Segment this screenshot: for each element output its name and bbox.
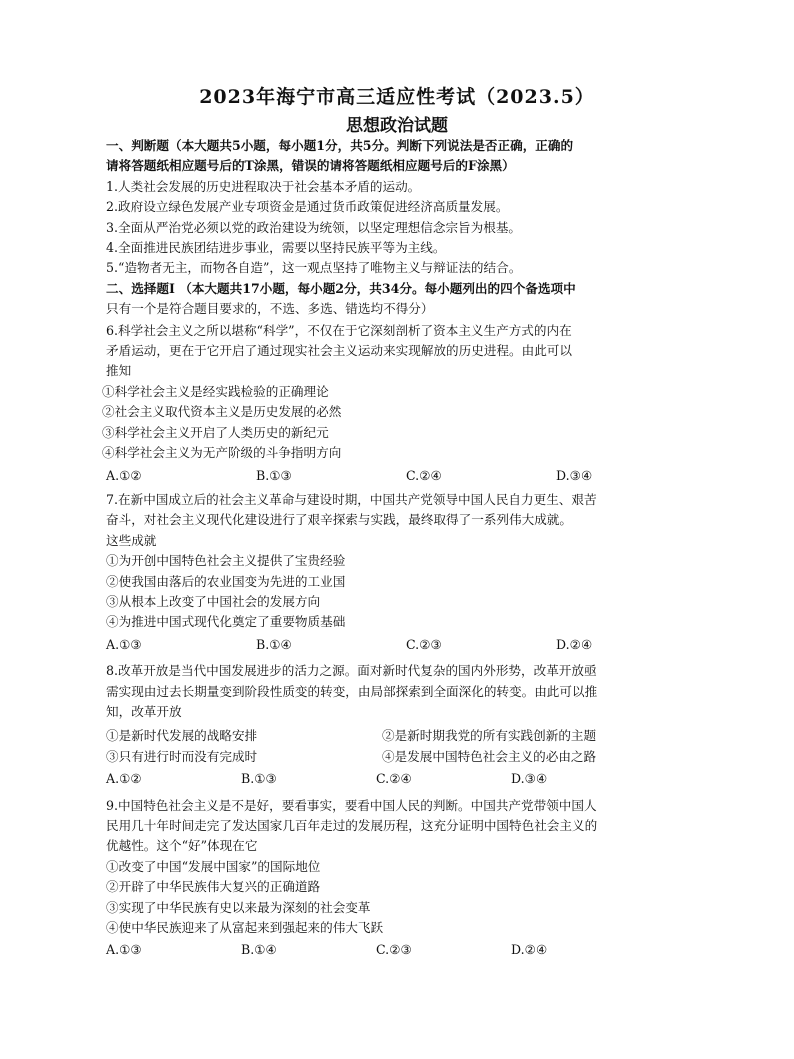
judgement-item-2: 2.政府设立绿色发展产业专项资金是通过货币政策促进经济高质量发展。: [106, 199, 509, 215]
q8-choice-c[interactable]: C.②④: [376, 771, 412, 787]
q8-option-2: ②是新时期我党的所有实践创新的主题: [382, 728, 597, 744]
q8-option-3: ③只有进行时而没有完成时: [106, 748, 258, 764]
judgement-item-1: 1.人类社会发展的历史进程取决于社会基本矛盾的运动。: [106, 178, 421, 194]
q8-choice-d[interactable]: D.③④: [511, 771, 548, 787]
q9-stem-line2: 民用几十年时间走完了发达国家几百年走过的发展历程，这充分证明中国特色社会主义的: [106, 818, 598, 833]
q7-stem-line2: 奋斗，对社会主义现代化建设进行了艰辛探索与实践，最终取得了一系列伟大成就。: [106, 512, 572, 528]
judgement-item-3: 3.全面从严治党必须以党的政治建设为统领，以坚定理想信念宗旨为根基。: [106, 219, 522, 235]
q9-choices: [106, 940, 706, 960]
q7-stem-line1: 7.在新中国成立后的社会主义革命与建设时期，中国共产党领导中国人民自力更生、艰苦: [106, 491, 597, 507]
section1-heading-line1: 一、判断题（本大题共5小题，每小题1分，共5分。判断下列说法是否正确，正确的: [106, 138, 574, 153]
q7-option-3: ③从根本上改变了中国社会的发展方向: [106, 593, 321, 609]
q7-choice-a[interactable]: A.①③: [106, 636, 142, 652]
q6-option-3: ③科学社会主义开启了人类历史的新纪元: [102, 424, 329, 440]
q8-choices: [106, 769, 706, 789]
q8-options-row2: [106, 747, 706, 767]
q7-choice-b[interactable]: B.①④: [256, 636, 292, 652]
q8-stem-line3: 知，改革开放: [106, 703, 182, 719]
q9-choice-c[interactable]: C.②③: [376, 942, 412, 958]
q8-stem-line2: 需实现由过去长期量变到阶段性质变的转变，由局部探索到全面深化的转变。由此可以推: [106, 683, 598, 699]
exam-title: 2023年海宁市高三适应性考试（2023.5）: [199, 86, 595, 108]
q9-stem-line1: 9.中国特色社会主义是不是好，要看事实，要看中国人民的判断。中国共产党带领中国人: [106, 797, 597, 813]
q6-stem-line2: 矛盾运动，更在于它开启了通过现实社会主义运动来实现解放的历史进程。由此可以: [106, 343, 572, 359]
q6-option-1: ①科学社会主义是经实践检验的正确理论: [102, 383, 329, 399]
q9-option-2: ②开辟了中华民族伟大复兴的正确道路: [106, 879, 321, 895]
q9-option-4: ④使中华民族迎来了从富起来到强起来的伟大飞跃: [106, 920, 384, 936]
q6-choices: [106, 466, 706, 486]
exam-content: [102, 136, 706, 961]
q9-choice-a[interactable]: A.①③: [106, 942, 142, 958]
section2-heading-line1: 二、选择题Ⅰ （本大题共17小题，每小题2分，共34分。每小题列出的四个备选项中: [106, 280, 576, 296]
question-8: [106, 661, 706, 789]
q8-stem-line1: 8.改革开放是当代中国发展进步的活力之源。面对新时代复杂的国内外形势，改革开放亟: [106, 663, 597, 679]
q7-option-2: ②使我国由落后的农业国变为先进的工业国: [106, 573, 346, 589]
q6-stem-line3: 推知: [106, 363, 132, 379]
q8-choice-a[interactable]: A.①②: [106, 771, 142, 787]
exam-subtitle: 思想政治试题: [346, 116, 448, 136]
q6-choice-d[interactable]: D.③④: [556, 467, 593, 483]
q7-stem-line3: 这些成就: [106, 532, 157, 548]
q6-stem-line1: 6.科学社会主义之所以堪称“科学”，不仅在于它深刻剖析了资本主义生产方式的内在: [106, 322, 572, 338]
q6-choice-b[interactable]: B.①③: [256, 467, 292, 483]
q7-choice-c[interactable]: C.②③: [406, 636, 442, 652]
q7-option-1: ①为开创中国特色社会主义提供了宝贵经验: [106, 553, 346, 569]
q8-options-row1: [106, 726, 706, 746]
q6-option-4: ④科学社会主义为无产阶级的斗争指明方向: [102, 445, 342, 461]
q8-option-1: ①是新时代发展的战略安排: [106, 728, 258, 744]
q6-choice-c[interactable]: C.②④: [406, 467, 442, 483]
judgement-item-5: 5.“造物者无主，而物各自造”，这一观点坚持了唯物主义与辩证法的结合。: [106, 260, 522, 276]
judgement-item-4: 4.全面推进民族团结进步事业，需要以坚持民族平等为主线。: [106, 240, 446, 256]
q9-stem-line3: 优越性。这个“好”体现在它: [106, 838, 258, 854]
question-7: [106, 490, 706, 655]
q8-choice-b[interactable]: B.①③: [241, 771, 277, 787]
q8-option-4: ④是发展中国特色社会主义的必由之路: [382, 748, 597, 764]
question-6: [102, 321, 706, 486]
q9-option-1: ①改变了中国“发展中国家”的国际地位: [106, 858, 321, 874]
section1-heading-line2: 请将答题纸相应题号后的T涂黑，错误的请将答题纸相应题号后的F涂黑）: [106, 158, 515, 174]
q7-choice-d[interactable]: D.②④: [556, 636, 593, 652]
q6-option-2: ②社会主义取代资本主义是历史发展的必然: [102, 404, 342, 420]
q9-choice-b[interactable]: B.①④: [241, 942, 277, 958]
q9-option-3: ③实现了中华民族有史以来最为深刻的社会变革: [106, 899, 371, 915]
q9-choice-d[interactable]: D.②④: [511, 942, 548, 958]
q6-choice-a[interactable]: A.①②: [106, 467, 142, 483]
section2-heading-line2: 只有一个是符合题目要求的，不选、多选、错选均不得分）: [106, 301, 434, 317]
question-9: [106, 796, 706, 961]
q7-option-4: ④为推进中国式现代化奠定了重要物质基础: [106, 614, 346, 630]
q7-choices: [106, 635, 706, 655]
